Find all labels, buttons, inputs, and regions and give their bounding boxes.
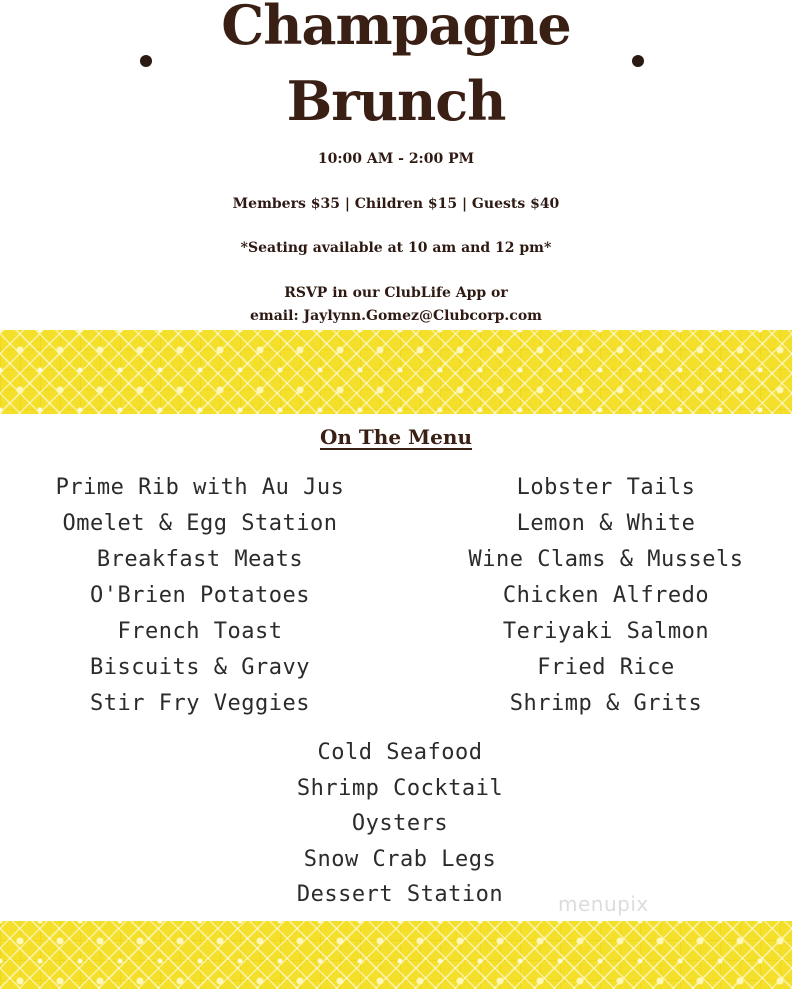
menu-item: Shrimp Cocktail	[296, 775, 504, 801]
menu-item: Shrimp & Grits	[509, 691, 703, 716]
decorative-dot-right	[632, 55, 644, 67]
decorative-pattern-band-bottom	[0, 921, 792, 989]
seating-text: *Seating available at 10 am and 12 pm*	[240, 240, 552, 256]
menu-item: Cold Seafood	[317, 740, 483, 765]
rsvp-line-1: RSVP in our ClubLife App or	[284, 285, 508, 301]
decorative-pattern-band-top	[0, 330, 792, 414]
pricing-text: Members $35 | Children $15 | Guests $40	[232, 196, 560, 212]
menu-item: Oysters	[351, 811, 449, 836]
title-line-2: Brunch	[286, 69, 506, 133]
menupix-watermark: menupix	[558, 892, 649, 916]
menu-heading: On The Menu	[320, 425, 472, 449]
menu-right-column	[446, 470, 766, 722]
menu-item: Chicken Alfredo	[502, 583, 710, 608]
menu-item: Prime Rib with Au Jus	[55, 475, 345, 500]
menu-item: Breakfast Meats	[96, 547, 304, 572]
menu-left-column	[40, 470, 360, 722]
menu-item: Lemon & White	[516, 511, 696, 536]
menu-item: French Toast	[117, 619, 283, 644]
menu-item: Teriyaki Salmon	[502, 619, 710, 644]
menu-item: Lobster Tails	[516, 475, 696, 500]
menu-item: Dessert Station	[296, 882, 504, 907]
menu-item: Fried Rice	[537, 655, 675, 680]
decorative-dot-left	[140, 55, 152, 67]
menu-item: Biscuits & Gravy	[90, 655, 310, 680]
menu-item: O'Brien Potatoes	[90, 583, 310, 608]
rsvp-line-2: email: Jaylynn.Gomez@Clubcorp.com	[250, 308, 542, 324]
hours-text: 10:00 AM - 2:00 PM	[317, 151, 475, 167]
menu-center-column	[236, 735, 564, 913]
title-line-1: Champagne	[221, 0, 571, 57]
menu-item: Stir Fry Veggies	[90, 691, 310, 716]
menu-item: Wine Clams & Mussels	[468, 547, 744, 572]
menu-item: Snow Crab Legs	[303, 846, 497, 872]
menu-item: Omelet & Egg Station	[62, 511, 338, 536]
